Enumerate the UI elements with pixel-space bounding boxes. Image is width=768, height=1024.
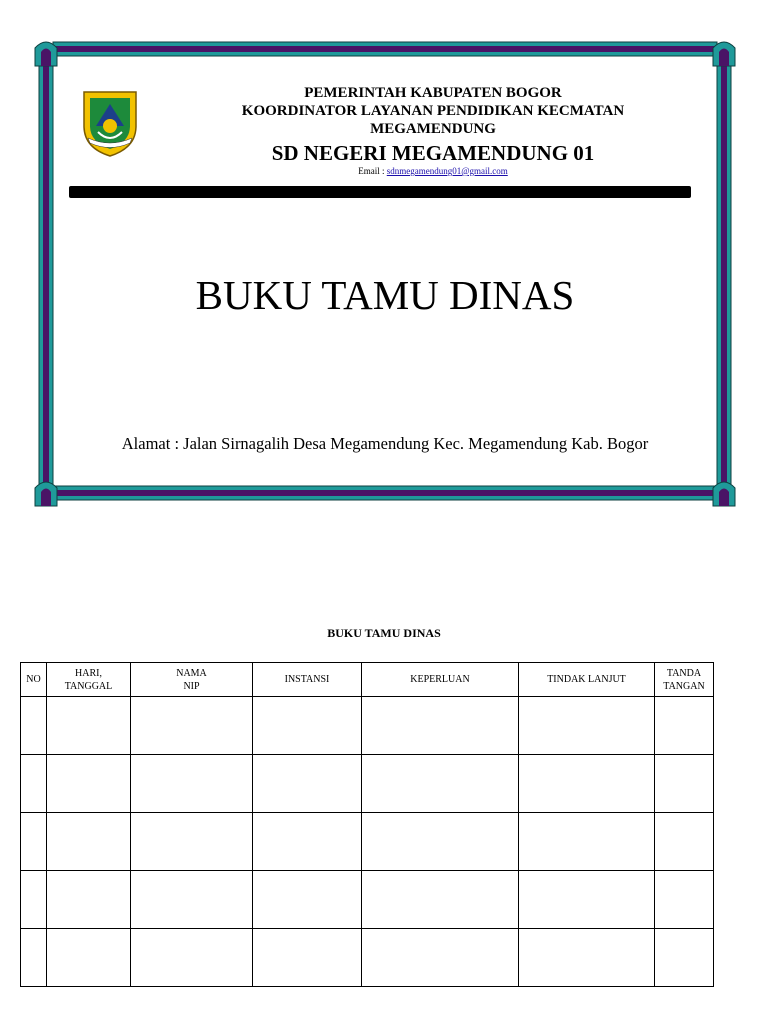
- email-row: [183, 166, 683, 177]
- table-cell[interactable]: [362, 697, 519, 755]
- letterhead-divider: [69, 186, 691, 198]
- table-cell[interactable]: [519, 929, 655, 987]
- table-cell[interactable]: [519, 813, 655, 871]
- table-cell[interactable]: [131, 871, 253, 929]
- table-cell[interactable]: [47, 697, 131, 755]
- table-cell[interactable]: [21, 871, 47, 929]
- table-cell[interactable]: [253, 697, 362, 755]
- table-row: [21, 871, 714, 929]
- column-header-purpose: KEPERLUAN: [362, 663, 519, 697]
- column-header-signature: TANDA TANGAN: [655, 663, 714, 697]
- column-header-date: HARI, TANGGAL: [47, 663, 131, 697]
- guestbook-table: [20, 662, 714, 987]
- table-row: [21, 929, 714, 987]
- cover-page: [33, 36, 737, 508]
- table-body: [21, 697, 714, 987]
- email-label: Email :: [358, 166, 387, 176]
- letterhead: [183, 84, 683, 177]
- table-cell[interactable]: [253, 929, 362, 987]
- table-cell[interactable]: [655, 813, 714, 871]
- table-cell[interactable]: [655, 871, 714, 929]
- school-address: Alamat : Jalan Sirnagalih Desa Megamendung Kec. Megamendung Kab. Bogor: [121, 434, 649, 453]
- corner-ornament-top-right: [713, 42, 735, 66]
- table-cell[interactable]: [655, 929, 714, 987]
- table-cell[interactable]: [47, 755, 131, 813]
- table-cell[interactable]: [131, 929, 253, 987]
- table-cell[interactable]: [519, 697, 655, 755]
- table-cell[interactable]: [131, 755, 253, 813]
- column-header-agency: INSTANSI: [253, 663, 362, 697]
- corner-ornament-bottom-left: [35, 482, 57, 506]
- corner-ornament-top-left: [35, 42, 57, 66]
- table-cell[interactable]: [21, 755, 47, 813]
- table-cell[interactable]: [47, 871, 131, 929]
- table-cell[interactable]: [21, 813, 47, 871]
- table-cell[interactable]: [131, 697, 253, 755]
- table-cell[interactable]: [655, 755, 714, 813]
- table-cell[interactable]: [519, 755, 655, 813]
- table-header-row: [21, 663, 714, 697]
- table-cell[interactable]: [131, 813, 253, 871]
- office-name: KOORDINATOR LAYANAN PENDIDIKAN KECMATAN MEGAMENDUNG: [241, 103, 625, 137]
- table-cell[interactable]: [362, 813, 519, 871]
- table-cell[interactable]: [655, 697, 714, 755]
- table-row: [21, 697, 714, 755]
- table-cell[interactable]: [21, 929, 47, 987]
- table-cell[interactable]: [362, 929, 519, 987]
- table-cell[interactable]: [362, 871, 519, 929]
- table-cell[interactable]: [47, 929, 131, 987]
- guestbook-title: BUKU TAMU DINAS: [327, 626, 441, 640]
- column-header-no: NO: [21, 663, 47, 697]
- table-cell[interactable]: [47, 813, 131, 871]
- school-name: SD NEGERI MEGAMENDUNG 01: [271, 141, 595, 165]
- corner-ornament-bottom-right: [713, 482, 735, 506]
- table-cell[interactable]: [253, 871, 362, 929]
- column-header-follow-up: TINDAK LANJUT: [519, 663, 655, 697]
- table-cell[interactable]: [519, 871, 655, 929]
- table-cell[interactable]: [253, 755, 362, 813]
- table-cell[interactable]: [21, 697, 47, 755]
- column-header-name: NAMA NIP: [131, 663, 253, 697]
- table-cell[interactable]: [253, 813, 362, 871]
- bogor-regency-logo: [80, 86, 140, 158]
- government-name: PEMERINTAH KABUPATEN BOGOR: [304, 85, 562, 101]
- cover-title: BUKU TAMU DINAS: [195, 272, 575, 318]
- email-link[interactable]: sdnmegamendung01@gmail.com: [386, 166, 508, 176]
- table-cell[interactable]: [362, 755, 519, 813]
- table-row: [21, 755, 714, 813]
- table-row: [21, 813, 714, 871]
